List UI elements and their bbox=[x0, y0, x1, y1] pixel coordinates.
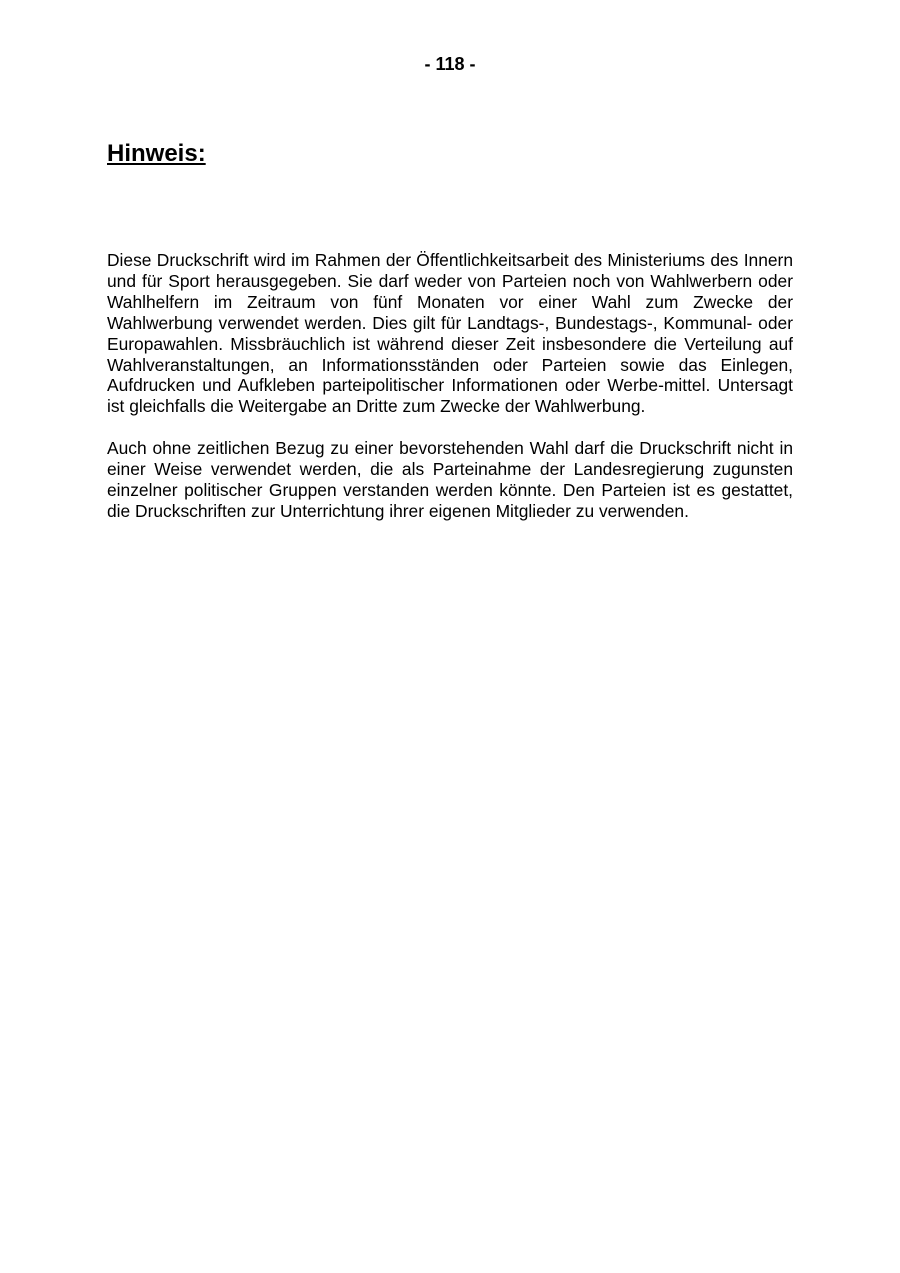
page-number: - 118 - bbox=[424, 54, 476, 74]
notice-body bbox=[107, 250, 793, 522]
notice-heading: Hinweis: bbox=[107, 140, 206, 167]
notice-paragraph-1: Diese Druckschrift wird im Rahmen der Öffentlichkeitsarbeit des Ministeriums des Innern und für Sport herausgegeben. Sie darf weder von Parteien noch von Wahlwerbern oder Wahlhelfern im Zeitraum von fünf Monaten vor einer Wahl zum Zwecke der Wahlwerbung verwendet werden. Dies gilt für Landtags-, Bundestags-, Kommunal- oder Europawahlen. Missbräuchlich ist während dieser Zeit insbesondere die Verteilung auf Wahlveranstaltungen, an Informationsständen oder Parteien sowie das Einlegen, Aufdrucken und Aufkleben parteipolitischer Informationen oder Werbe-mittel. Untersagt ist gleichfalls die Weitergabe an Dritte zum Zwecke der Wahlwerbung. bbox=[107, 250, 793, 417]
notice-paragraph-2: Auch ohne zeitlichen Bezug zu einer bevorstehenden Wahl darf die Druckschrift nicht in einer Weise verwendet werden, die als Parteinahme der Landesregierung zugunsten einzelner politischer Gruppen verstanden werden könnte. Den Parteien ist es gestattet, die Druckschriften zur Unterrichtung ihrer eigenen Mitglieder zu verwenden. bbox=[107, 438, 793, 521]
